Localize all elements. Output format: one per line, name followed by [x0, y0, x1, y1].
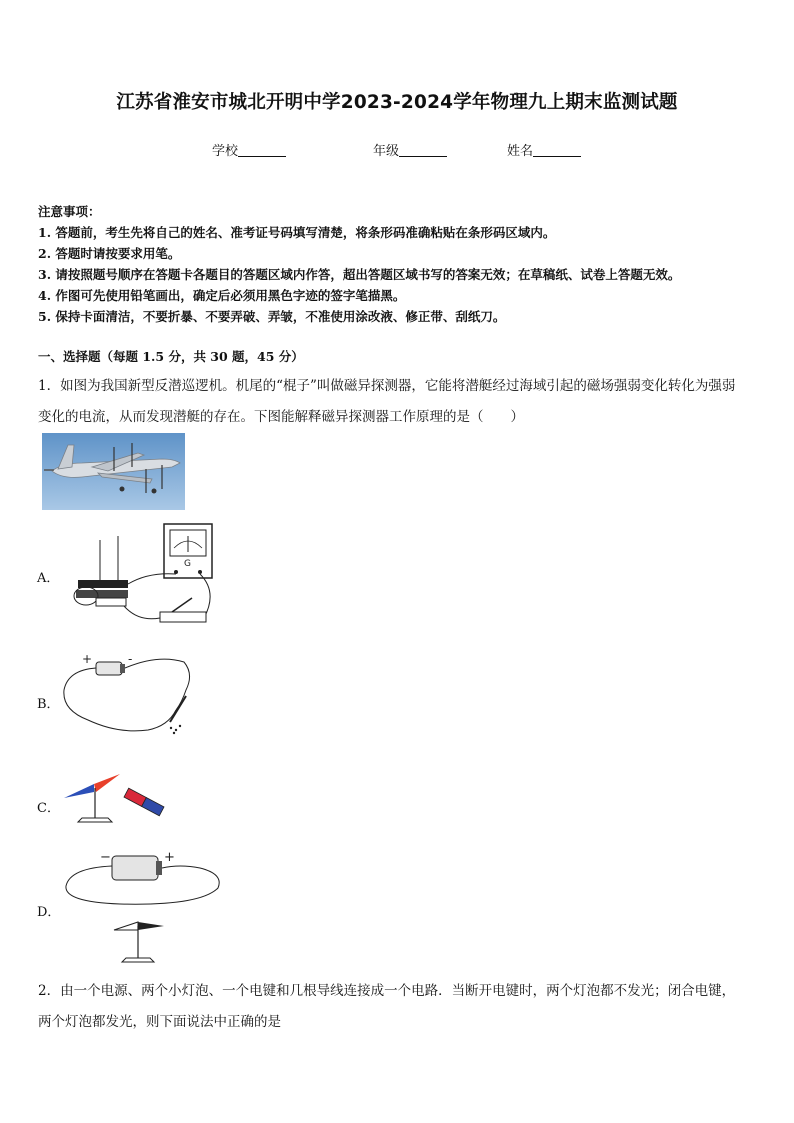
option-b-label[interactable]: B． [37, 697, 60, 712]
option-a-label[interactable]: A． [37, 571, 60, 586]
option-d-figure[interactable] [60, 846, 225, 968]
section-header: 一、选择题（每题 1.5 分，共 30 题，45 分） [38, 349, 304, 364]
battery-plus-label: + [164, 850, 175, 865]
battery-minus-label: − [100, 850, 111, 865]
grade-label: 年级 [373, 144, 400, 159]
school-label: 学校 [212, 144, 239, 159]
note-item: 2. 答题时请按要求用笔。 [38, 246, 181, 261]
option-c-label[interactable]: C． [37, 801, 60, 816]
grade-field [373, 140, 447, 159]
patrol-aircraft-image [42, 433, 185, 510]
note-item: 4. 作图可先使用铅笔画出，确定后必须用黑色字迹的签字笔描黑。 [38, 288, 406, 303]
school-field [212, 140, 286, 159]
page-title: 江苏省淮安市城北开明中学2023-2024学年物理九上期末监测试题 [116, 92, 678, 113]
note-item: 1. 答题前，考生先将自己的姓名、准考证号码填写清楚，将条形码准确粘贴在条形码区域内。 [38, 225, 556, 240]
school-blank[interactable] [238, 143, 286, 157]
battery-minus-label: - [128, 652, 133, 666]
option-d-label[interactable]: D． [37, 905, 61, 920]
galvanometer-label: G [184, 559, 191, 569]
name-label: 姓名 [507, 144, 534, 159]
question-1-line-2: 变化的电流，从而发现潜艇的存在。下图能解释磁异探测器工作原理的是（ ） [38, 409, 524, 425]
question-1-line-1: 1．如图为我国新型反潜巡逻机。机尾的“棍子”叫做磁异探测器，它能将潜艇经过海域引起的磁场强弱变化转化为强弱 [38, 378, 736, 394]
option-b-figure[interactable] [58, 650, 198, 742]
option-c-figure[interactable] [62, 772, 172, 828]
note-item: 3. 请按照题号顺序在答题卡各题目的答题区域内作答，超出答题区域书写的答案无效；在草稿纸、试卷上答题无效。 [38, 267, 681, 282]
notes-heading: 注意事项： [38, 204, 101, 219]
note-item: 5. 保持卡面清洁，不要折暴、不要弄破、弄皱，不准使用涂改液、修正带、刮纸刀。 [38, 309, 506, 324]
question-2-line-2: 两个灯泡都发光，则下面说法中正确的是 [38, 1014, 281, 1030]
name-field [507, 140, 581, 159]
battery-plus-label: + [82, 652, 93, 666]
grade-blank[interactable] [399, 143, 447, 157]
name-blank[interactable] [533, 143, 581, 157]
option-a-figure[interactable] [68, 522, 218, 626]
question-2-line-1: 2．由一个电源、两个小灯泡、一个电键和几根导线连接成一个电路．当断开电键时，两个灯泡都不发光；闭合电键， [38, 983, 736, 999]
